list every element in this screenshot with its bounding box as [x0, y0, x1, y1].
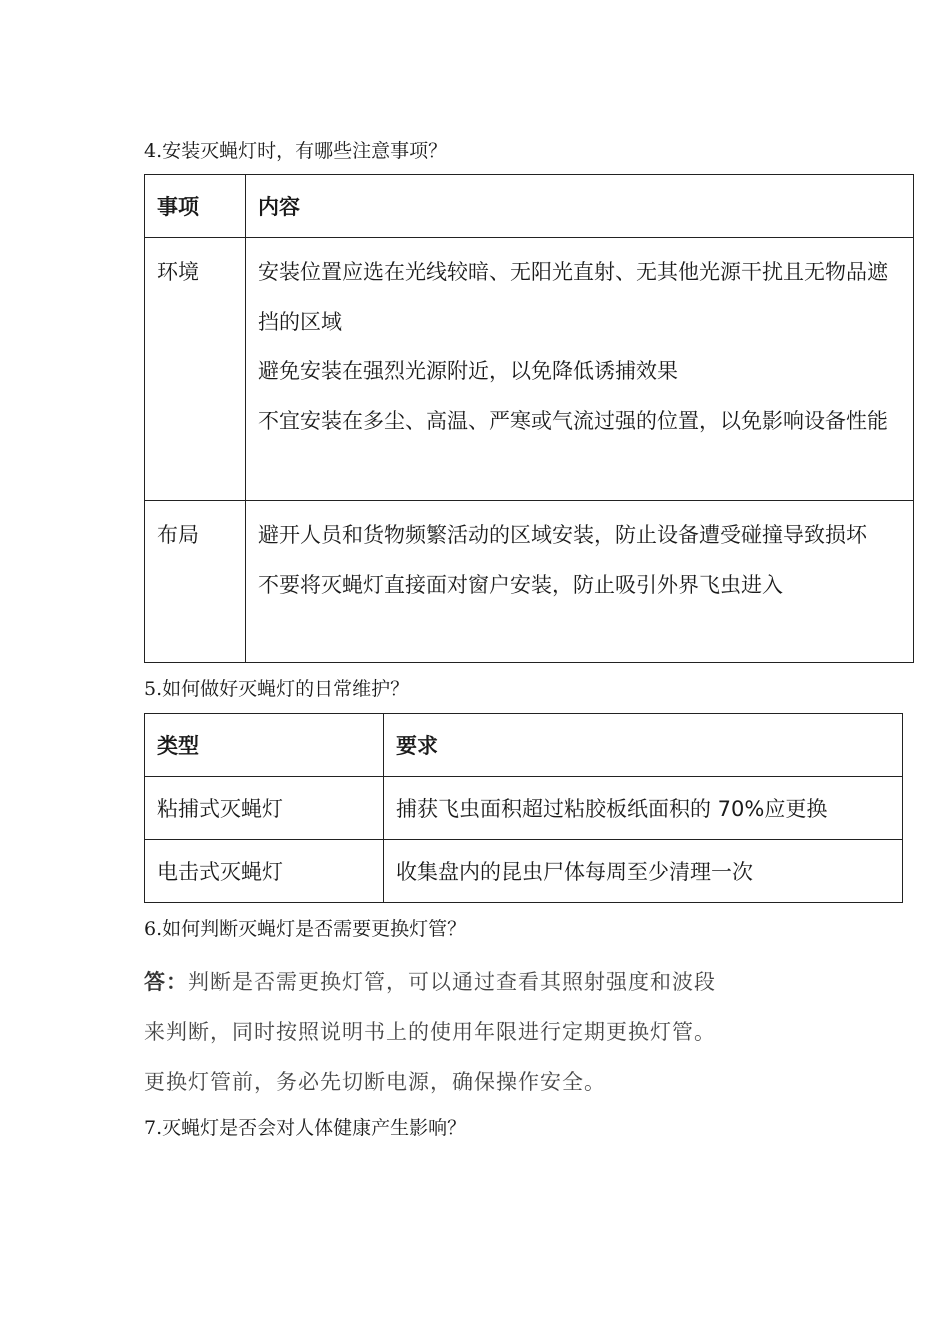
table-header-row: [145, 175, 914, 238]
answer-block: [144, 957, 844, 1107]
content-line: 不宜安装在多尘、高温、严寒或气流过强的位置，以免影响设备性能: [258, 408, 888, 433]
q4-table: [144, 174, 914, 663]
answer-line: [144, 957, 844, 1007]
answer-line: 来判断，同时按照说明书上的使用年限进行定期更换灯管。: [144, 1020, 716, 1044]
table-row: [145, 777, 903, 840]
question-7-title: 7.灭蝇灯是否会对人体健康产生影响？: [144, 1117, 467, 1139]
table-row: [145, 238, 914, 501]
table-header-row: [145, 714, 903, 777]
table-row: [145, 501, 914, 663]
q5-table: [144, 713, 903, 903]
type-cell: 电击式灭蝇灯: [145, 840, 384, 903]
header-cell-item: 事项: [145, 175, 246, 238]
table-row: [145, 840, 903, 903]
question-4-title: 4.安装灭蝇灯时，有哪些注意事项？: [144, 140, 448, 162]
answer-text: 判断是否需更换灯管，可以通过查看其照射强度和波段: [188, 970, 716, 994]
content-line: 避免安装在强烈光源附近，以免降低诱捕效果: [258, 359, 678, 383]
question-5-title: 5.如何做好灭蝇灯的日常维护？: [144, 678, 410, 700]
content-line: 避开人员和货物频繁活动的区域安装，防止设备遭受碰撞导致损坏: [258, 523, 867, 547]
answer-line: 更换灯管前，务必先切断电源，确保操作安全。: [144, 1070, 606, 1094]
row-label-layout: 布局: [145, 501, 246, 663]
header-cell-type: 类型: [145, 714, 384, 777]
type-cell: 粘捕式灭蝇灯: [145, 777, 384, 840]
header-cell-requirement: 要求: [384, 714, 903, 777]
row-content-layout: [246, 501, 914, 663]
requirement-cell: 收集盘内的昆虫尸体每周至少清理一次: [384, 840, 903, 903]
content-line: 安装位置应选在光线较暗、无阳光直射、无其他光源干扰且无物品遮挡的区域: [258, 260, 888, 334]
header-cell-content: 内容: [246, 175, 914, 238]
content-line: 不要将灭蝇灯直接面对窗户安装，防止吸引外界飞虫进入: [258, 572, 783, 597]
question-6-title: 6.如何判断灭蝇灯是否需要更换灯管？: [144, 918, 467, 940]
row-label-environment: 环境: [145, 238, 246, 501]
row-content-environment: [246, 238, 914, 501]
answer-label: 答：: [144, 970, 188, 994]
requirement-cell: 捕获飞虫面积超过粘胶板纸面积的 70%应更换: [384, 777, 903, 840]
